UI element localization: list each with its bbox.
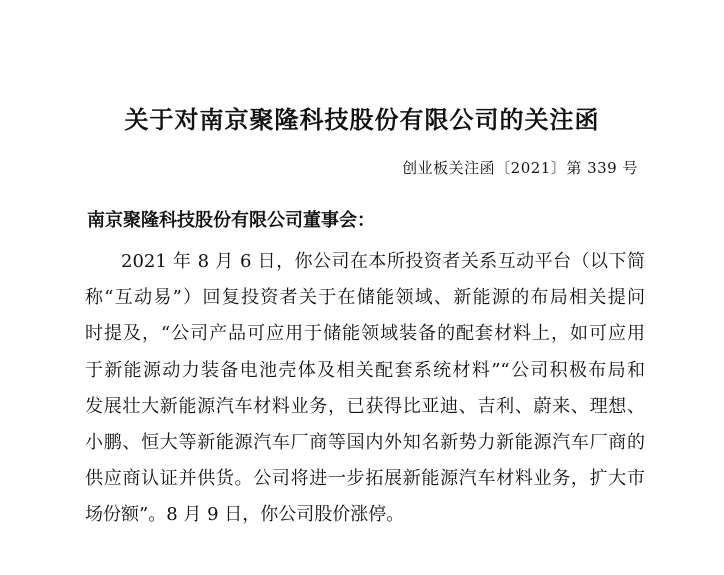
body-line: 时提及，“公司产品可应用于储能领域装备的配套材料上，如可应用 [85,323,645,345]
body-line: 发展壮大新能源汽车材料业务，已获得比亚迪、吉利、蔚来、理想、 [85,395,645,417]
addressee: 南京聚隆科技股份有限公司董事会： [87,210,375,231]
document-number: 创业板关注函〔2021〕第 339 号 [402,159,638,177]
body-line: 于新能源动力装备电池壳体及相关配套系统材料”“公司积极布局和 [85,359,645,381]
document-body [85,244,645,534]
body-line: 称“互动易”）回复投资者关于在储能领域、新能源的布局相关提问 [85,287,645,309]
body-line: 供应商认证并供货。公司将进一步拓展新能源汽车材料业务，扩大市 [85,468,645,490]
body-line: 小鹏、恒大等新能源汽车厂商等国内外知名新势力新能源汽车厂商的 [85,432,645,454]
body-line: 场份额”。8 月 9 日，你公司股价涨停。 [85,504,405,526]
document-title: 关于对南京聚隆科技股份有限公司的关注函 [124,106,600,134]
body-line: 2021 年 8 月 6 日，你公司在本所投资者关系互动平台（以下简 [121,251,645,272]
